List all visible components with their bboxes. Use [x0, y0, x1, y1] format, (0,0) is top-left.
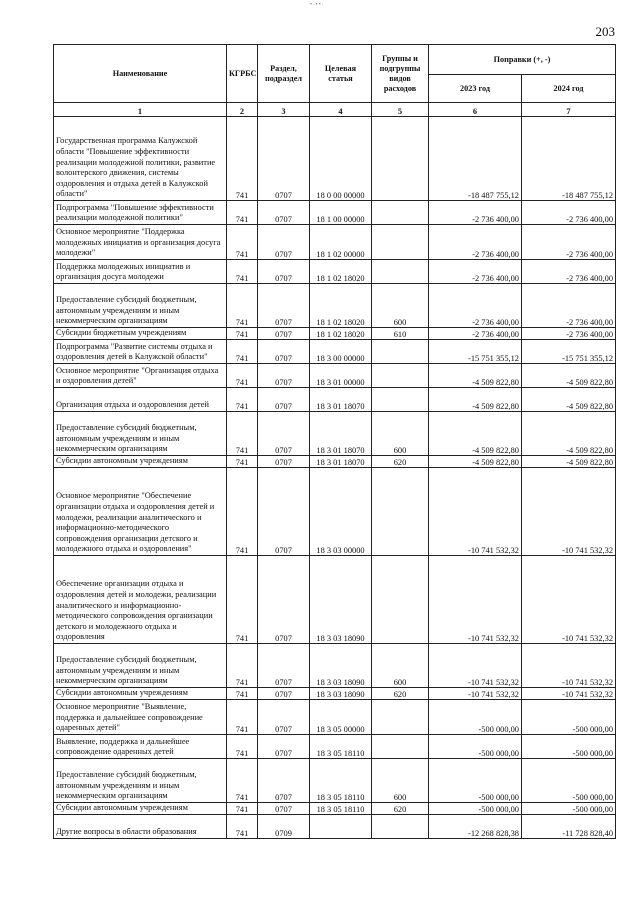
- cell-name: Субсидии автономным учреждениям: [54, 803, 227, 815]
- cell-group: [372, 388, 429, 412]
- cell-group: [372, 117, 429, 201]
- cell-y2023: -4 509 822,80: [429, 412, 522, 456]
- cell-name: Предоставление субсидий бюджетным, автономным учреждениям и иным некоммерческим организациям: [54, 284, 227, 328]
- cell-name: Основное мероприятие "Организация отдыха и оздоровления детей": [54, 364, 227, 388]
- cell-kgrbs: 741: [227, 803, 258, 815]
- cell-y2023: -4 509 822,80: [429, 388, 522, 412]
- cell-kgrbs: 741: [227, 759, 258, 803]
- cell-name: Выявление, поддержка и дальнейшее сопровождение одаренных детей: [54, 735, 227, 759]
- cell-kgrbs: 741: [227, 456, 258, 468]
- table-row: [54, 201, 616, 225]
- cell-kgrbs: 741: [227, 201, 258, 225]
- cell-y2023: -500 000,00: [429, 700, 522, 735]
- header-groups: Группы и подгруппы видов расходов: [372, 45, 429, 103]
- cell-section: 0707: [258, 284, 310, 328]
- cell-group: [372, 260, 429, 284]
- cell-section: 0707: [258, 340, 310, 364]
- cell-section: 0707: [258, 201, 310, 225]
- cell-y2023: -2 736 400,00: [429, 201, 522, 225]
- cell-section: 0707: [258, 803, 310, 815]
- cell-kgrbs: 741: [227, 364, 258, 388]
- table-row: [54, 468, 616, 556]
- cell-name: Предоставление субсидий бюджетным, автономным учреждениям и иным некоммерческим организациям: [54, 644, 227, 688]
- cell-y2023: -15 751 355,12: [429, 340, 522, 364]
- table-row: [54, 340, 616, 364]
- cell-name: Основное мероприятие "Поддержка молодежных инициатив и организация досуга молодежи": [54, 225, 227, 260]
- cell-y2024: -4 509 822,80: [522, 412, 616, 456]
- cell-section: 0707: [258, 260, 310, 284]
- cell-name: Обеспечение организации отдыха и оздоровления детей и молодежи, реализации аналитического и информационно-методического сопровождения организации детского и молодежного отдыха и оздоровления: [54, 556, 227, 644]
- table-row: [54, 556, 616, 644]
- header-kgrbs: КГРБС: [227, 45, 258, 103]
- cell-y2024: -4 509 822,80: [522, 456, 616, 468]
- cell-name: Подпрограмма "Развитие системы отдыха и оздоровления детей в Калужской области": [54, 340, 227, 364]
- cell-y2023: -4 509 822,80: [429, 456, 522, 468]
- table-row: [54, 815, 616, 839]
- cell-target: 18 1 02 18020: [310, 284, 372, 328]
- cell-name: Другие вопросы в области образования: [54, 815, 227, 839]
- cell-y2024: -2 736 400,00: [522, 201, 616, 225]
- cell-kgrbs: 741: [227, 260, 258, 284]
- table-row: [54, 284, 616, 328]
- cell-name: Поддержка молодежных инициатив и организация досуга молодежи: [54, 260, 227, 284]
- cell-target: 18 1 00 00000: [310, 201, 372, 225]
- cell-section: 0707: [258, 456, 310, 468]
- cell-kgrbs: 741: [227, 688, 258, 700]
- table-row: [54, 364, 616, 388]
- cell-target: 18 1 02 18020: [310, 328, 372, 340]
- cell-target: 18 3 01 18070: [310, 456, 372, 468]
- cell-section: 0707: [258, 556, 310, 644]
- cell-y2023: -12 268 828,38: [429, 815, 522, 839]
- cell-group: 600: [372, 644, 429, 688]
- cell-y2024: -2 736 400,00: [522, 328, 616, 340]
- cell-name: Предоставление субсидий бюджетным, автономным учреждениям и иным некоммерческим организациям: [54, 412, 227, 456]
- cell-section: 0707: [258, 388, 310, 412]
- cell-target: 18 3 05 00000: [310, 700, 372, 735]
- cell-group: 620: [372, 456, 429, 468]
- cell-group: 600: [372, 284, 429, 328]
- budget-amendments-table: [53, 44, 616, 839]
- cell-kgrbs: 741: [227, 328, 258, 340]
- cell-y2024: -4 509 822,80: [522, 388, 616, 412]
- cell-target: 18 1 02 18020: [310, 260, 372, 284]
- table-row: [54, 735, 616, 759]
- column-number: 4: [310, 103, 372, 117]
- cell-name: Подпрограмма "Повышение эффективности реализации молодежной политики": [54, 201, 227, 225]
- cell-group: [372, 225, 429, 260]
- cell-y2024: -10 741 532,32: [522, 556, 616, 644]
- cell-section: 0707: [258, 468, 310, 556]
- cell-group: [372, 735, 429, 759]
- table-row: [54, 225, 616, 260]
- cell-y2024: -15 751 355,12: [522, 340, 616, 364]
- cell-section: 0709: [258, 815, 310, 839]
- header-amendments: Поправки (+, -): [429, 45, 616, 75]
- cell-y2023: -4 509 822,80: [429, 364, 522, 388]
- cell-y2023: -2 736 400,00: [429, 260, 522, 284]
- cell-group: [372, 815, 429, 839]
- cell-target: 18 3 03 18090: [310, 644, 372, 688]
- column-number: 1: [54, 103, 227, 117]
- cell-y2023: -500 000,00: [429, 735, 522, 759]
- cell-kgrbs: 741: [227, 412, 258, 456]
- cell-name: Основное мероприятие "Выявление, поддержка и дальнейшее сопровождение одаренных детей": [54, 700, 227, 735]
- cell-y2024: -4 509 822,80: [522, 364, 616, 388]
- cell-section: 0707: [258, 700, 310, 735]
- scan-mark: •∙••∙: [310, 2, 325, 8]
- cell-name: Субсидии автономным учреждениям: [54, 688, 227, 700]
- cell-group: [372, 364, 429, 388]
- cell-y2024: -500 000,00: [522, 700, 616, 735]
- cell-kgrbs: 741: [227, 735, 258, 759]
- cell-section: 0707: [258, 225, 310, 260]
- table-row: [54, 759, 616, 803]
- cell-target: 18 3 01 18070: [310, 412, 372, 456]
- cell-group: [372, 700, 429, 735]
- table-body: [54, 117, 616, 839]
- cell-kgrbs: 741: [227, 556, 258, 644]
- cell-kgrbs: 741: [227, 388, 258, 412]
- cell-kgrbs: 741: [227, 284, 258, 328]
- table-row: [54, 803, 616, 815]
- cell-target: 18 3 03 18090: [310, 556, 372, 644]
- table-row: [54, 388, 616, 412]
- table-row: [54, 456, 616, 468]
- cell-y2024: -18 487 755,12: [522, 117, 616, 201]
- cell-kgrbs: 741: [227, 468, 258, 556]
- column-numbers-row: [54, 103, 616, 117]
- column-number: 7: [522, 103, 616, 117]
- page-number: 203: [595, 24, 615, 39]
- table-row: [54, 412, 616, 456]
- cell-y2023: -10 741 532,32: [429, 468, 522, 556]
- cell-group: 600: [372, 759, 429, 803]
- header-year-2024: 2024 год: [522, 75, 616, 103]
- cell-target: 18 1 02 00000: [310, 225, 372, 260]
- cell-group: [372, 468, 429, 556]
- table-row: [54, 328, 616, 340]
- cell-kgrbs: 741: [227, 117, 258, 201]
- header-year-2023: 2023 год: [429, 75, 522, 103]
- cell-kgrbs: 741: [227, 700, 258, 735]
- cell-y2023: -10 741 532,32: [429, 688, 522, 700]
- cell-section: 0707: [258, 412, 310, 456]
- cell-kgrbs: 741: [227, 225, 258, 260]
- column-number: 5: [372, 103, 429, 117]
- header-target: Целевая статья: [310, 45, 372, 103]
- cell-group: 620: [372, 803, 429, 815]
- cell-target: 18 3 01 18070: [310, 388, 372, 412]
- cell-section: 0707: [258, 644, 310, 688]
- cell-y2024: -500 000,00: [522, 803, 616, 815]
- cell-group: 600: [372, 412, 429, 456]
- cell-y2023: -2 736 400,00: [429, 284, 522, 328]
- cell-name: Основное мероприятие "Обеспечение организации отдыха и оздоровления детей и молодежи, реализации аналитического и информационно-методического сопровождения организации детского и молодежного отдыха и оздоровления": [54, 468, 227, 556]
- cell-name: Субсидии бюджетным учреждениям: [54, 328, 227, 340]
- table-row: [54, 260, 616, 284]
- cell-kgrbs: 741: [227, 815, 258, 839]
- header-name: Наименование: [54, 45, 227, 103]
- cell-target: 18 3 03 00000: [310, 468, 372, 556]
- cell-y2024: -2 736 400,00: [522, 284, 616, 328]
- cell-y2023: -2 736 400,00: [429, 328, 522, 340]
- header-section: Раздел, подраздел: [258, 45, 310, 103]
- table-row: [54, 688, 616, 700]
- column-number: 6: [429, 103, 522, 117]
- cell-target: [310, 815, 372, 839]
- cell-target: 18 3 05 18110: [310, 759, 372, 803]
- cell-y2024: -10 741 532,32: [522, 644, 616, 688]
- cell-kgrbs: 741: [227, 644, 258, 688]
- cell-section: 0707: [258, 688, 310, 700]
- cell-y2024: -10 741 532,32: [522, 688, 616, 700]
- cell-y2023: -500 000,00: [429, 803, 522, 815]
- cell-group: [372, 340, 429, 364]
- cell-name: Субсидии автономным учреждениям: [54, 456, 227, 468]
- cell-y2024: -11 728 828,40: [522, 815, 616, 839]
- cell-target: 18 0 00 00000: [310, 117, 372, 201]
- cell-y2023: -10 741 532,32: [429, 644, 522, 688]
- cell-target: 18 3 03 18090: [310, 688, 372, 700]
- cell-target: 18 3 01 00000: [310, 364, 372, 388]
- cell-name: Организация отдыха и оздоровления детей: [54, 388, 227, 412]
- cell-kgrbs: 741: [227, 340, 258, 364]
- cell-section: 0707: [258, 117, 310, 201]
- cell-y2024: -500 000,00: [522, 759, 616, 803]
- cell-name: Государственная программа Калужской области "Повышение эффективности реализации молодежной политики, развитие волонтерского движения, системы оздоровления и отдыха детей в Калужской области": [54, 117, 227, 201]
- cell-section: 0707: [258, 735, 310, 759]
- cell-y2023: -500 000,00: [429, 759, 522, 803]
- column-number: 3: [258, 103, 310, 117]
- table-row: [54, 644, 616, 688]
- cell-target: 18 3 05 18110: [310, 735, 372, 759]
- cell-name: Предоставление субсидий бюджетным, автономным учреждениям и иным некоммерческим организациям: [54, 759, 227, 803]
- table-row: [54, 117, 616, 201]
- cell-group: [372, 556, 429, 644]
- cell-y2024: -500 000,00: [522, 735, 616, 759]
- cell-y2023: -2 736 400,00: [429, 225, 522, 260]
- cell-y2023: -18 487 755,12: [429, 117, 522, 201]
- cell-section: 0707: [258, 364, 310, 388]
- column-number: 2: [227, 103, 258, 117]
- cell-section: 0707: [258, 759, 310, 803]
- table-row: [54, 700, 616, 735]
- cell-target: 18 3 05 18110: [310, 803, 372, 815]
- cell-group: [372, 201, 429, 225]
- cell-y2024: -2 736 400,00: [522, 225, 616, 260]
- cell-y2024: -2 736 400,00: [522, 260, 616, 284]
- cell-y2023: -10 741 532,32: [429, 556, 522, 644]
- cell-y2024: -10 741 532,32: [522, 468, 616, 556]
- cell-section: 0707: [258, 328, 310, 340]
- cell-group: 610: [372, 328, 429, 340]
- cell-target: 18 3 00 00000: [310, 340, 372, 364]
- cell-group: 620: [372, 688, 429, 700]
